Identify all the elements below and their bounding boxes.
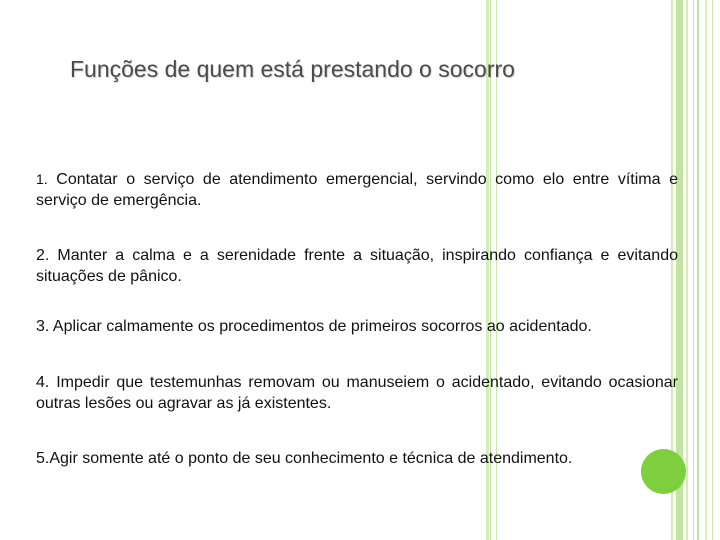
item-text: Manter a calma e a serenidade frente a situação, inspirando confiança e evitando situações de pânico. xyxy=(36,247,678,285)
list-item xyxy=(36,448,678,469)
list-item xyxy=(36,316,678,337)
list-item xyxy=(36,245,678,287)
item-number: 5. xyxy=(36,450,50,467)
slide-title: Funções de quem está prestando o socorro xyxy=(70,56,515,82)
item-text: Contatar o serviço de atendimento emergencial, servindo como elo entre vítima e serviço de emergência. xyxy=(36,171,678,209)
stripe-line xyxy=(697,0,699,540)
stripe-line xyxy=(712,0,713,540)
stripe-line xyxy=(693,0,694,540)
stripe-line xyxy=(686,0,688,540)
stripe-line xyxy=(705,0,707,540)
item-number: 1. xyxy=(36,171,48,187)
list-item xyxy=(36,372,678,414)
item-text: Impedir que testemunhas removam ou manuseiem o acidentado, evitando ocasionar outras lesões ou agravar as já existentes. xyxy=(36,374,679,412)
green-circle-decoration xyxy=(641,449,686,494)
item-text: Agir somente até o ponto de seu conhecimento e técnica de atendimento. xyxy=(49,450,573,467)
item-number: 2. xyxy=(36,247,50,264)
item-number: 4. xyxy=(36,374,50,391)
list-item xyxy=(36,169,678,211)
item-text: Aplicar calmamente os procedimentos de primeiros socorros ao acidentado. xyxy=(52,318,592,335)
item-number: 3. xyxy=(36,318,50,335)
